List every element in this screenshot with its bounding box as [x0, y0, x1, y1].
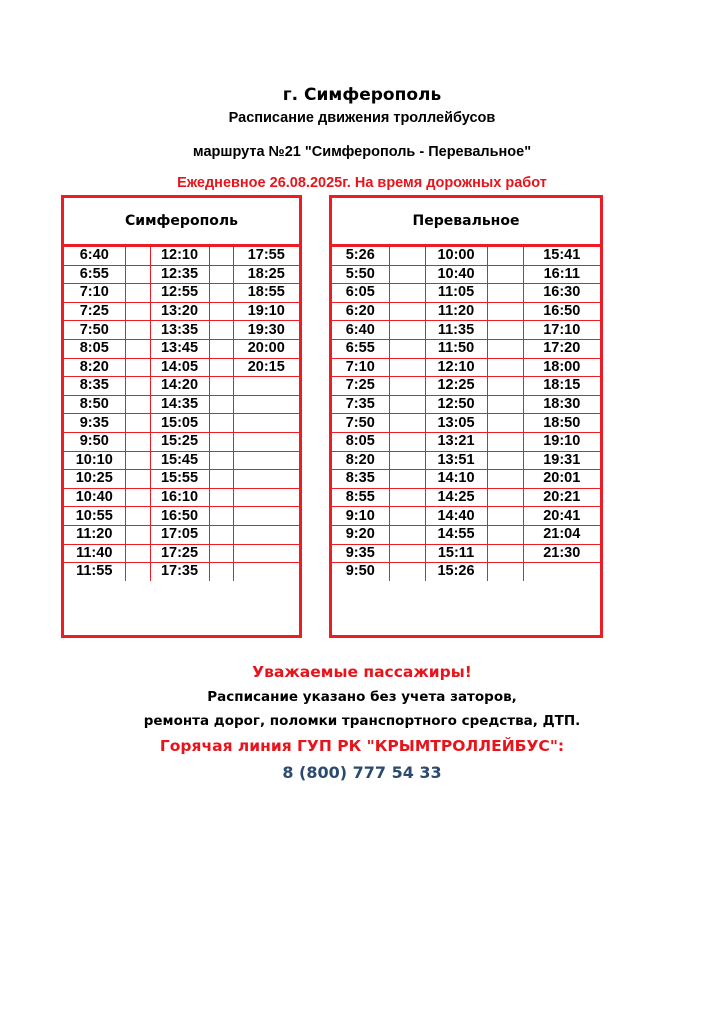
simferopol-times-table — [64, 247, 299, 581]
spacer-cell — [389, 247, 425, 265]
spacer-cell — [209, 432, 233, 451]
schedule-row — [332, 563, 600, 581]
spacer-cell — [209, 247, 233, 265]
spacer-cell — [125, 488, 150, 507]
spacer-cell — [389, 432, 425, 451]
departure-time: 6:40 — [332, 321, 389, 340]
departure-time: 19:30 — [233, 321, 299, 340]
spacer-cell — [209, 395, 233, 414]
departure-time: 7:10 — [64, 284, 125, 303]
schedule-row — [64, 377, 299, 396]
departure-time: 12:10 — [150, 247, 209, 265]
spacer-cell — [487, 284, 523, 303]
spacer-cell — [209, 488, 233, 507]
spacer-cell — [125, 377, 150, 396]
spacer-cell — [487, 432, 523, 451]
spacer-cell — [209, 377, 233, 396]
spacer-cell — [487, 507, 523, 526]
schedule-row — [64, 507, 299, 526]
departure-time: 13:51 — [425, 451, 487, 470]
schedule-row — [332, 525, 600, 544]
schedule-row — [64, 544, 299, 563]
spacer-cell — [487, 395, 523, 414]
spacer-cell — [209, 302, 233, 321]
spacer-cell — [209, 284, 233, 303]
schedule-row — [332, 432, 600, 451]
city-title: г. Симферополь — [282, 85, 442, 105]
departure-time: 5:50 — [332, 265, 389, 284]
spacer-cell — [209, 451, 233, 470]
departure-time: 8:20 — [64, 358, 125, 377]
spacer-cell — [487, 525, 523, 544]
schedule-row — [64, 470, 299, 489]
departure-time: 10:10 — [64, 451, 125, 470]
schedule-row — [64, 358, 299, 377]
notice-line-1: Расписание указано без учета заторов, — [207, 689, 517, 705]
spacer-cell — [389, 525, 425, 544]
departure-time — [233, 432, 299, 451]
schedule-row — [332, 395, 600, 414]
spacer-cell — [487, 488, 523, 507]
departure-time: 9:50 — [332, 563, 389, 581]
spacer-cell — [209, 265, 233, 284]
schedule-row — [64, 321, 299, 340]
departure-time: 10:40 — [425, 265, 487, 284]
departure-time — [233, 507, 299, 526]
departure-time: 15:41 — [523, 247, 600, 265]
spacer-cell — [125, 284, 150, 303]
departure-time: 18:15 — [523, 377, 600, 396]
route-title: маршрута №21 "Симферополь - Перевальное" — [192, 144, 532, 160]
spacer-cell — [487, 302, 523, 321]
departure-time: 7:35 — [332, 395, 389, 414]
spacer-cell — [389, 321, 425, 340]
departure-time: 17:35 — [150, 563, 209, 581]
departure-time — [233, 377, 299, 396]
spacer-cell — [209, 358, 233, 377]
departure-time: 12:25 — [425, 377, 487, 396]
spacer-cell — [389, 451, 425, 470]
departure-time: 9:35 — [64, 414, 125, 433]
spacer-cell — [125, 265, 150, 284]
departure-time: 12:10 — [425, 358, 487, 377]
perevalnoe-header: Перевальное — [332, 198, 600, 247]
departure-time: 11:05 — [425, 284, 487, 303]
departure-time: 13:21 — [425, 432, 487, 451]
departure-time: 16:30 — [523, 284, 600, 303]
departure-time: 9:10 — [332, 507, 389, 526]
schedule-row — [64, 432, 299, 451]
daily-note: Ежедневное 26.08.2025г. На время дорожных работ — [177, 175, 547, 191]
departure-time: 14:05 — [150, 358, 209, 377]
spacer-cell — [389, 507, 425, 526]
departure-time: 14:25 — [425, 488, 487, 507]
departure-time: 15:26 — [425, 563, 487, 581]
spacer-cell — [209, 339, 233, 358]
schedule-row — [332, 414, 600, 433]
spacer-cell — [125, 432, 150, 451]
departure-time: 6:05 — [332, 284, 389, 303]
spacer-cell — [125, 247, 150, 265]
spacer-cell — [389, 470, 425, 489]
spacer-cell — [209, 321, 233, 340]
departure-time: 10:40 — [64, 488, 125, 507]
departure-time: 8:50 — [64, 395, 125, 414]
departure-time: 9:35 — [332, 544, 389, 563]
departure-time: 13:05 — [425, 414, 487, 433]
spacer-cell — [487, 321, 523, 340]
schedule-row — [332, 247, 600, 265]
departure-time: 10:25 — [64, 470, 125, 489]
spacer-cell — [487, 358, 523, 377]
departure-time: 6:55 — [332, 339, 389, 358]
departure-time: 7:50 — [332, 414, 389, 433]
departure-time: 15:11 — [425, 544, 487, 563]
departure-time: 11:55 — [64, 563, 125, 581]
spacer-cell — [487, 377, 523, 396]
spacer-cell — [125, 395, 150, 414]
spacer-cell — [209, 507, 233, 526]
departure-time: 7:50 — [64, 321, 125, 340]
spacer-cell — [125, 451, 150, 470]
departure-time: 11:20 — [64, 525, 125, 544]
departure-time: 14:35 — [150, 395, 209, 414]
perevalnoe-schedule — [329, 195, 603, 638]
spacer-cell — [209, 544, 233, 563]
departure-time: 8:20 — [332, 451, 389, 470]
departure-time: 5:26 — [332, 247, 389, 265]
departure-time: 15:05 — [150, 414, 209, 433]
departure-time: 18:50 — [523, 414, 600, 433]
passenger-notice-title: Уважаемые пассажиры! — [252, 663, 472, 681]
departure-time: 10:55 — [64, 507, 125, 526]
spacer-cell — [487, 451, 523, 470]
schedule-row — [332, 339, 600, 358]
spacer-cell — [125, 339, 150, 358]
departure-time: 14:55 — [425, 525, 487, 544]
schedule-row — [64, 414, 299, 433]
departure-time: 16:50 — [150, 507, 209, 526]
spacer-cell — [487, 470, 523, 489]
schedule-row — [64, 395, 299, 414]
departure-time: 8:35 — [64, 377, 125, 396]
spacer-cell — [125, 544, 150, 563]
departure-time: 13:20 — [150, 302, 209, 321]
departure-time: 20:41 — [523, 507, 600, 526]
departure-time: 16:11 — [523, 265, 600, 284]
departure-time: 18:00 — [523, 358, 600, 377]
schedule-row — [64, 525, 299, 544]
departure-time: 6:20 — [332, 302, 389, 321]
departure-time: 11:35 — [425, 321, 487, 340]
spacer-cell — [389, 302, 425, 321]
perevalnoe-times-table — [332, 247, 600, 581]
schedule-row — [64, 563, 299, 581]
spacer-cell — [389, 414, 425, 433]
departure-time: 21:30 — [523, 544, 600, 563]
departure-time: 12:35 — [150, 265, 209, 284]
spacer-cell — [487, 247, 523, 265]
departure-time: 6:55 — [64, 265, 125, 284]
departure-time: 7:25 — [64, 302, 125, 321]
departure-time: 11:50 — [425, 339, 487, 358]
spacer-cell — [125, 358, 150, 377]
schedule-row — [332, 302, 600, 321]
departure-time — [233, 544, 299, 563]
departure-time: 6:40 — [64, 247, 125, 265]
schedule-row — [332, 488, 600, 507]
spacer-cell — [389, 395, 425, 414]
departure-time — [233, 414, 299, 433]
schedule-row — [332, 470, 600, 489]
spacer-cell — [487, 563, 523, 581]
spacer-cell — [125, 321, 150, 340]
simferopol-header: Симферополь — [64, 198, 299, 247]
spacer-cell — [125, 563, 150, 581]
spacer-cell — [487, 339, 523, 358]
departure-time: 19:10 — [233, 302, 299, 321]
spacer-cell — [389, 284, 425, 303]
schedule-row — [332, 284, 600, 303]
departure-time: 21:04 — [523, 525, 600, 544]
departure-time: 8:35 — [332, 470, 389, 489]
spacer-cell — [389, 358, 425, 377]
schedule-row — [332, 358, 600, 377]
departure-time — [233, 451, 299, 470]
departure-time — [233, 488, 299, 507]
schedule-row — [332, 451, 600, 470]
schedule-row — [64, 451, 299, 470]
simferopol-schedule — [61, 195, 302, 638]
departure-time: 9:50 — [64, 432, 125, 451]
notice-line-2: ремонта дорог, поломки транспортного средства, ДТП. — [143, 713, 581, 729]
spacer-cell — [487, 544, 523, 563]
departure-time: 20:21 — [523, 488, 600, 507]
departure-time — [233, 470, 299, 489]
departure-time: 15:55 — [150, 470, 209, 489]
spacer-cell — [487, 265, 523, 284]
departure-time: 20:01 — [523, 470, 600, 489]
schedule-row — [64, 339, 299, 358]
spacer-cell — [125, 525, 150, 544]
departure-time: 17:10 — [523, 321, 600, 340]
schedule-row — [332, 265, 600, 284]
schedule-row — [332, 544, 600, 563]
departure-time: 15:45 — [150, 451, 209, 470]
departure-time: 19:31 — [523, 451, 600, 470]
departure-time: 10:00 — [425, 247, 487, 265]
departure-time: 20:00 — [233, 339, 299, 358]
schedule-row — [332, 377, 600, 396]
schedule-row — [64, 265, 299, 284]
departure-time: 7:25 — [332, 377, 389, 396]
departure-time: 14:20 — [150, 377, 209, 396]
departure-time: 18:55 — [233, 284, 299, 303]
spacer-cell — [389, 339, 425, 358]
departure-time: 14:10 — [425, 470, 487, 489]
schedule-row — [64, 302, 299, 321]
departure-time: 8:05 — [64, 339, 125, 358]
departure-time: 17:55 — [233, 247, 299, 265]
departure-time — [523, 563, 600, 581]
spacer-cell — [125, 302, 150, 321]
departure-time: 16:50 — [523, 302, 600, 321]
schedule-subtitle: Расписание движения троллейбусов — [228, 110, 496, 126]
departure-time: 15:25 — [150, 432, 209, 451]
spacer-cell — [389, 544, 425, 563]
schedule-row — [332, 507, 600, 526]
departure-time: 12:50 — [425, 395, 487, 414]
schedule-row — [64, 488, 299, 507]
hotline-phone[interactable]: 8 (800) 777 54 33 — [282, 763, 442, 782]
spacer-cell — [389, 563, 425, 581]
departure-time: 8:05 — [332, 432, 389, 451]
departure-time: 17:20 — [523, 339, 600, 358]
spacer-cell — [209, 470, 233, 489]
departure-time: 18:30 — [523, 395, 600, 414]
departure-time: 11:20 — [425, 302, 487, 321]
departure-time: 9:20 — [332, 525, 389, 544]
spacer-cell — [389, 377, 425, 396]
spacer-cell — [125, 507, 150, 526]
hotline-label: Горячая линия ГУП РК "КРЫМТРОЛЛЕЙБУС": — [159, 737, 565, 755]
departure-time: 18:25 — [233, 265, 299, 284]
departure-time: 13:35 — [150, 321, 209, 340]
spacer-cell — [209, 525, 233, 544]
spacer-cell — [389, 488, 425, 507]
departure-time: 7:10 — [332, 358, 389, 377]
spacer-cell — [487, 414, 523, 433]
departure-time: 12:55 — [150, 284, 209, 303]
departure-time: 19:10 — [523, 432, 600, 451]
schedule-row — [64, 284, 299, 303]
departure-time — [233, 395, 299, 414]
departure-time — [233, 525, 299, 544]
departure-time: 14:40 — [425, 507, 487, 526]
departure-time: 16:10 — [150, 488, 209, 507]
spacer-cell — [209, 563, 233, 581]
schedule-row — [64, 247, 299, 265]
departure-time: 17:05 — [150, 525, 209, 544]
spacer-cell — [389, 265, 425, 284]
spacer-cell — [125, 470, 150, 489]
departure-time: 11:40 — [64, 544, 125, 563]
departure-time: 13:45 — [150, 339, 209, 358]
spacer-cell — [209, 414, 233, 433]
spacer-cell — [125, 414, 150, 433]
departure-time: 17:25 — [150, 544, 209, 563]
schedule-row — [332, 321, 600, 340]
departure-time: 8:55 — [332, 488, 389, 507]
departure-time: 20:15 — [233, 358, 299, 377]
departure-time — [233, 563, 299, 581]
